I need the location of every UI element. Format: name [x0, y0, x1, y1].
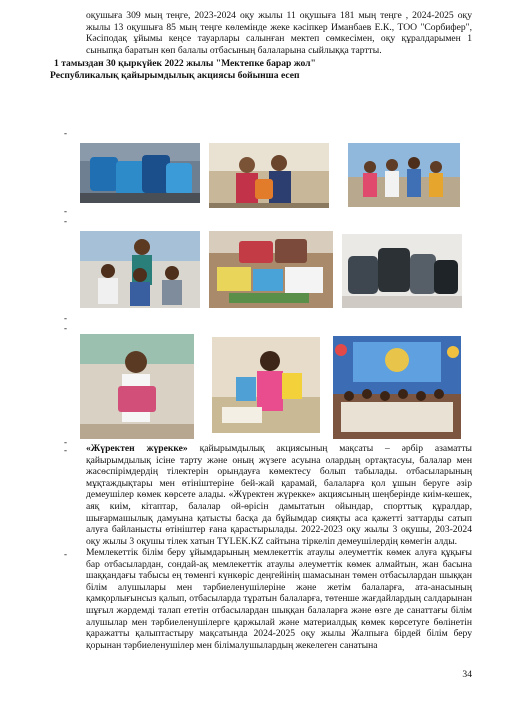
- support-paragraph: Мемлекеттік білім беру ұйымдарының мемлекеттік атаулы әлеуметтік көмек алуға құқығы бар отбасылардан, сондай-ақ мемлекеттік атаулы әлеуметтік көмек алмайтын, жан басына шаққандағы табысы ең төменгі күнкөріс деңгейінің шамасынан төмен отбасылардан шыққан білім алушылары мен тәрбиеленушілеріне және жетім балаларға, ата-анасының қамқорлығынсыз қалып, отбасыларда тұратын балаларға, төтенше жағдайлардың салдарынан шұғыл жәрдемді талап ететін отбасылардан шыққан балаларға және өзге де санаттағы білім алушылар мен тәрбиеленушілерге қаржылай және материалдық көмек көрсетуге бөлінетін қаражатты қалыптастыру мақсатында 2024-2025 оқу жылы Жалпыға бірдей білім беру қорынан тәрбиеленушілер мен білімалушылардың жекелеген санатына: [86, 547, 472, 651]
- dash-marker: -: [64, 206, 67, 216]
- photo-backpacks-row: [342, 234, 462, 308]
- dash-marker: -: [64, 445, 67, 455]
- dash-marker: -: [64, 216, 67, 226]
- photo-school-bags-stack: [80, 143, 200, 203]
- intro-paragraph: оқушыға 309 мың теңге, 2023-2024 оқу жылы 11 оқушыға 181 мың теңге , 2024-2025 оқу жылы 13 оқушыға 85 мың теңге көлемінде жеке кәсіпкер Иманбаев Е.К., ТОО "Сорбифер", Кәсіподақ ұйымы кеңсе тауарлары салынған мектеп сөмкесімен, оқу құралдарымен 1 сыныпқа баратын көп балалы отбасының балаларына сыйлыққа тартты.: [86, 10, 472, 56]
- photo-girl-holding-supplies: [212, 337, 320, 433]
- zhurekten-text: қайырымдылық акциясының мақсаты – әрбір азаматты қайырымдылық ісіне тарту және оның жүзеге асуына олардың ортақтасуы, балалар мен жасөспірімдердің тілектерін орындауға көмектесу болып табылады. отбасыларының мұқтаждықтары мен өтініштеріне бей-жай қарамай, балаларға қол ұшын беруге әзір демеушілер көмек көрсете алады. «Жүректен жүрекке» акциясының шеңберінде киім-кешек, аяқ киім, кітаптар, балалар ой-өрісін дамытатын ойындар, спорттық құралдар, шығармашылық дамуына қатысты басқа да бұйымдар сияқты аса қажетті заттарды сатып алуға байланысты өтініштер ғана қарастырылады. 2022-2023 оқу жылы 3 оқушы, 203-2024 оқу жылы 3 оқушы тілек хатын TYLEK.KZ сайтына тіркеліп демеушілердің көмегін алды.: [86, 443, 472, 547]
- section-heading: 1 тамыздан 30 қыркүйек 2022 жылы "Мектепке барар жол" Республикалық қайырымдылық акциясы бойынша есеп: [50, 58, 316, 81]
- photo-school-supplies-table: [209, 231, 333, 308]
- dash-marker: -: [64, 437, 67, 447]
- page-number: 34: [462, 669, 472, 680]
- photo-children-with-backpacks: [80, 231, 200, 308]
- photo-parent-child-with-bag: [209, 143, 329, 208]
- zhurekten-title: «Жүректен жүрекке»: [86, 443, 188, 454]
- zhurekten-paragraph: [86, 443, 472, 547]
- dash-marker: -: [64, 313, 67, 323]
- photo-girl-with-gift: [80, 334, 194, 439]
- photo-event-stage-group: [333, 336, 461, 439]
- dash-marker: -: [64, 323, 67, 333]
- dash-marker: -: [64, 128, 67, 138]
- dash-marker: -: [64, 549, 67, 559]
- photo-group-at-school: [348, 143, 460, 207]
